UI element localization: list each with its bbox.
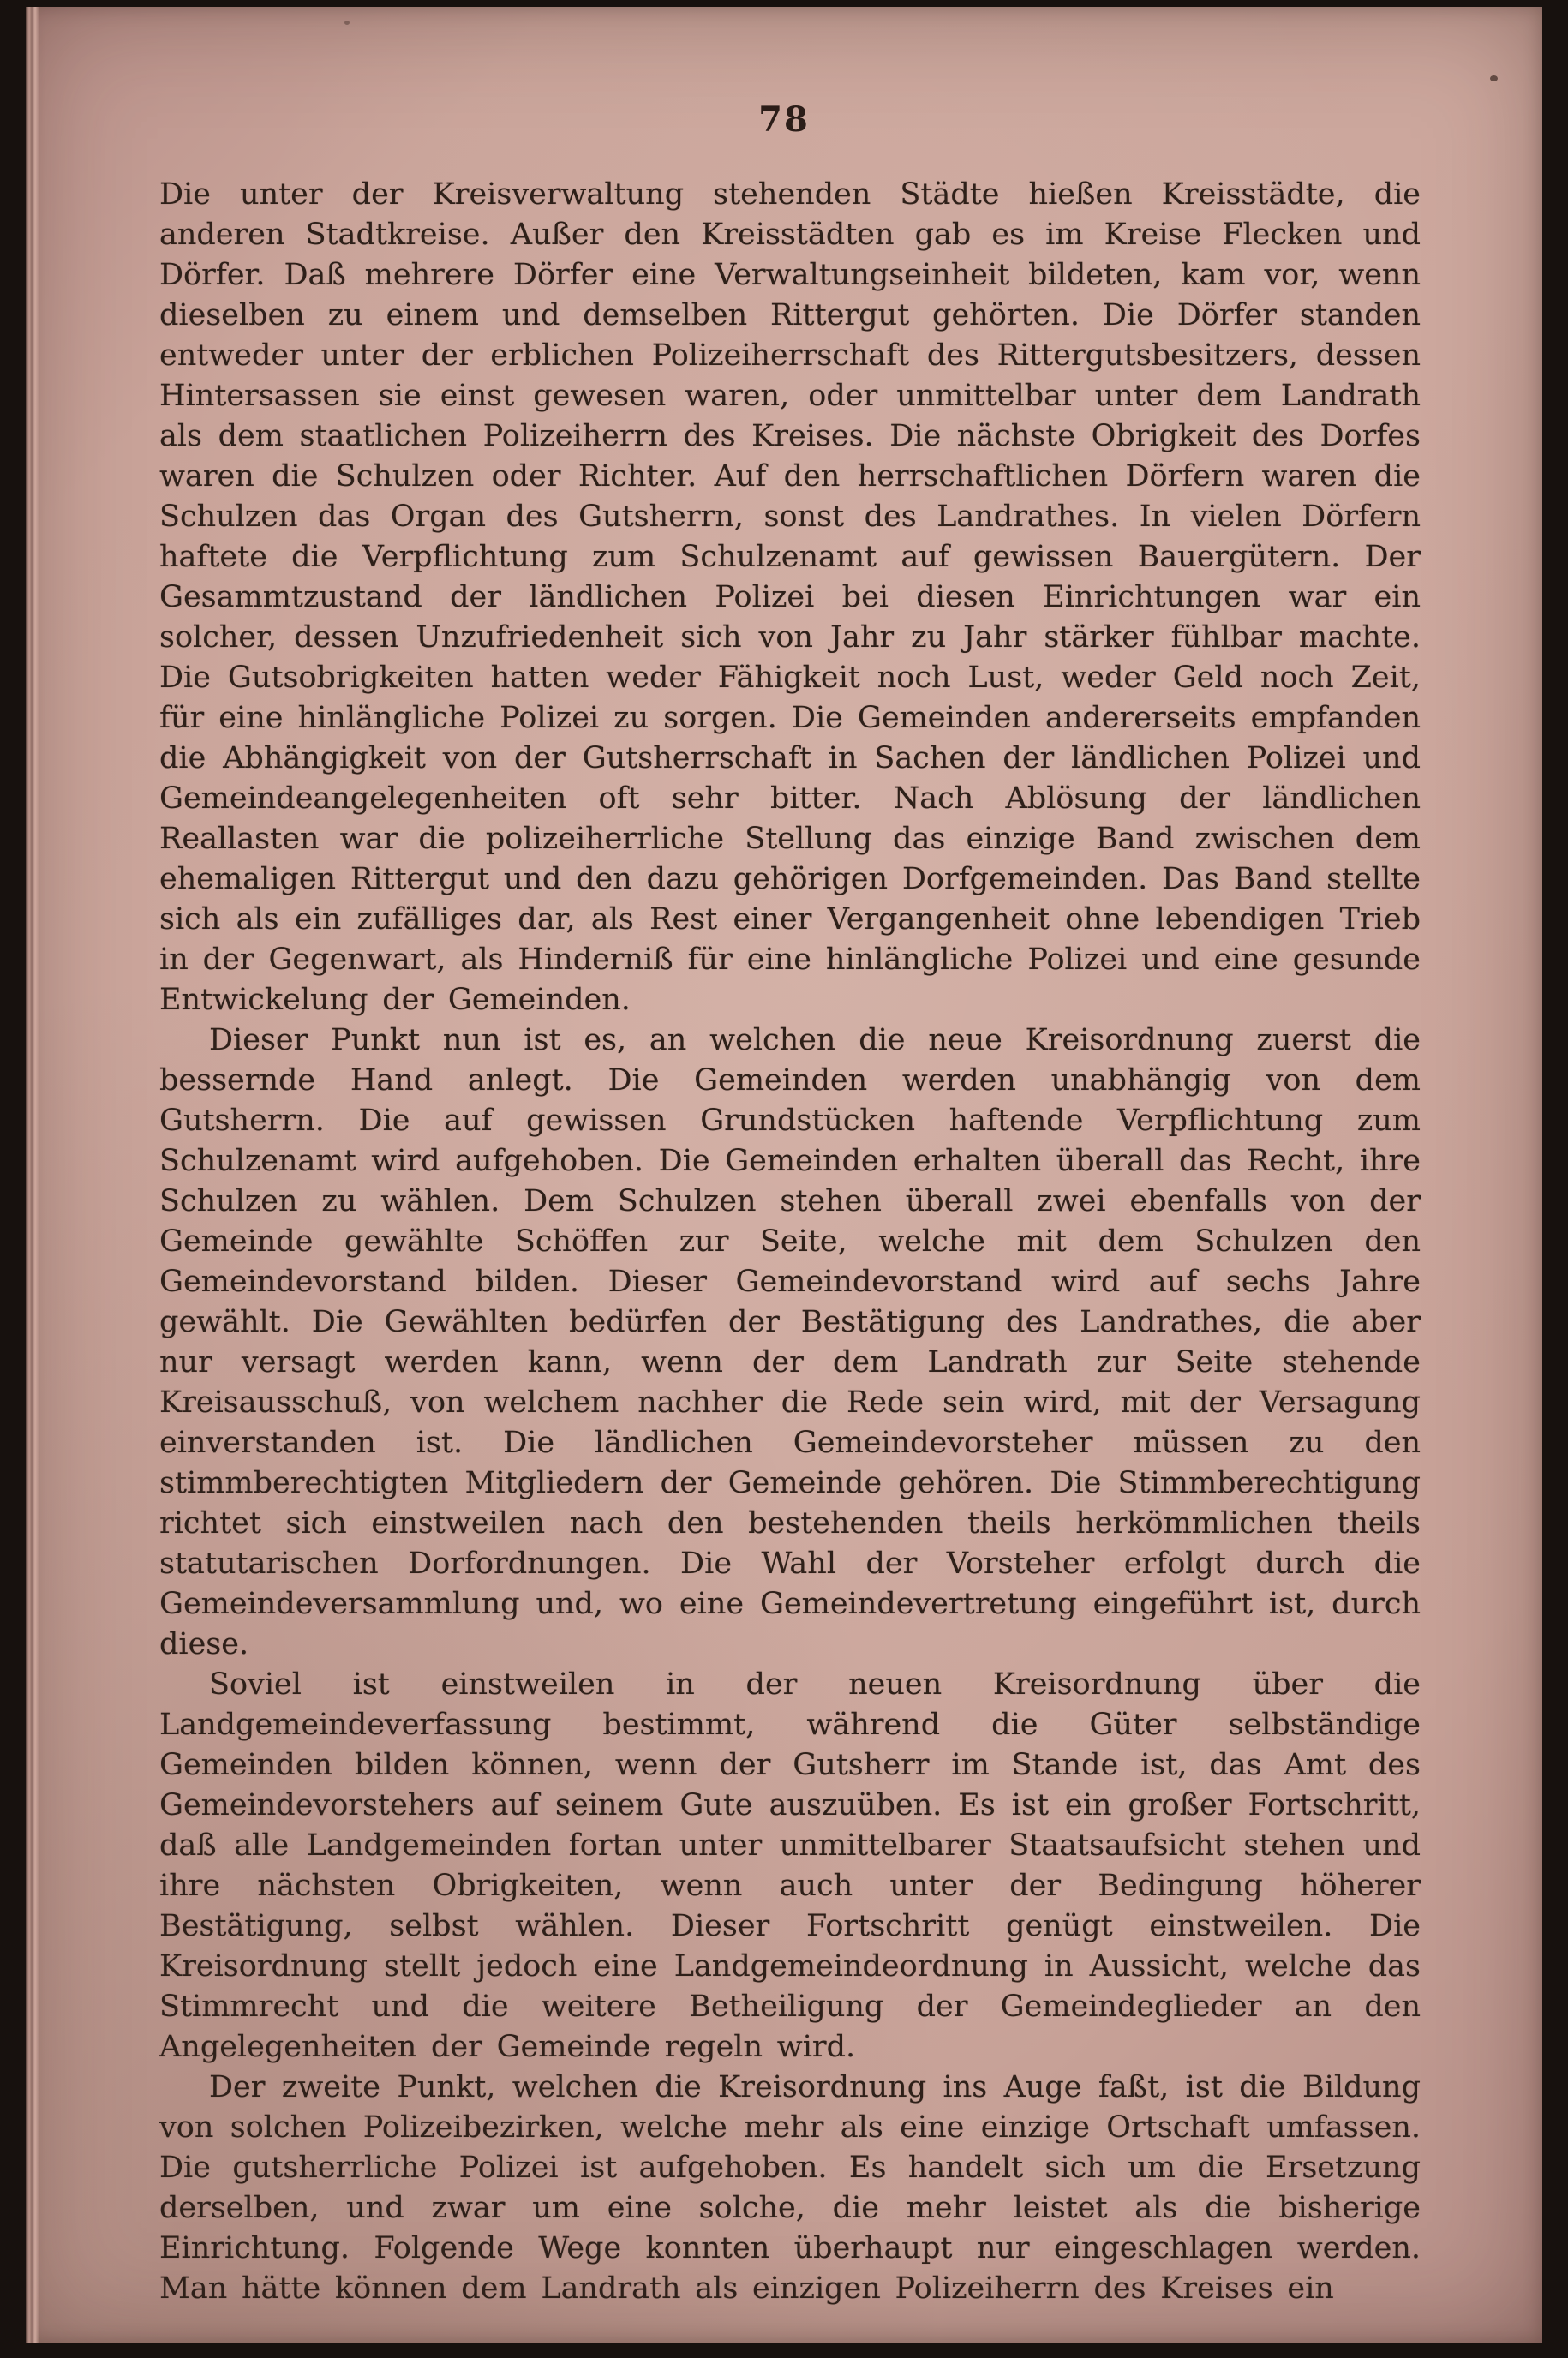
page-number: 78 — [758, 99, 810, 140]
page-stack-edge — [26, 7, 39, 2343]
ink-speck — [344, 21, 350, 25]
body-text — [159, 175, 1421, 2309]
ink-speck — [1490, 75, 1498, 81]
paragraph: Der zweite Punkt, welchen die Kreisordnung ins Auge faßt, ist die Bildung von solchen Polizeibezirken, welche mehr als eine einzige Ortschaft umfassen. Die gutsherrliche Polizei ist aufgehoben. Es handelt sich um die Ersetzung derselben, und zwar um eine solche, die mehr leistet als die bisherige Einrichtung. Folgende Wege konnten überhaupt nur eingeschlagen werden. Man hätte können dem Landrath als einzigen Polizeiherrn des Kreises ein — [159, 2070, 1421, 2306]
paragraph: Soviel ist einstweilen in der neuen Kreisordnung über die Landgemeindeverfassung bestimmt, während die Güter selbständige Gemeinden bilden können, wenn der Gutsherr im Stande ist, das Amt des Gemeindevorstehers auf seinem Gute auszuüben. Es ist ein großer Fortschritt, daß alle Landgemeinden fortan unter unmittelbarer Staatsaufsicht stehen und ihre nächsten Obrigkeiten, wenn auch unter der Bedingung höherer Bestätigung, selbst wählen. Dieser Fortschritt genügt einstweilen. Die Kreisordnung stellt jedoch eine Landgemeindeordnung in Aussicht, welche das Stimmrecht und die weitere Betheiligung der Gemeindeglieder an den Angelegenheiten der Gemeinde regeln wird. — [159, 1667, 1421, 2064]
paragraph: Die unter der Kreisverwaltung stehenden Städte hießen Kreisstädte, die anderen Stadtkreise. Außer den Kreisstädten gab es im Kreise Flecken und Dörfer. Daß mehrere Dörfer eine Verwaltungseinheit bildeten, kam vor, wenn dieselben zu einem und demselben Rittergut gehörten. Die Dörfer standen entweder unter der erblichen Polizeiherrschaft des Rittergutsbesitzers, dessen Hintersassen sie einst gewesen waren, oder unmittelbar unter dem Landrath als dem staatlichen Polizeiherrn des Kreises. Die nächste Obrigkeit des Dorfes waren die Schulzen oder Richter. Auf den herrschaftlichen Dörfern waren die Schulzen das Organ des Gutsherrn, sonst des Landrathes. In vielen Dörfern haftete die Verpflichtung zum Schulzenamt auf gewissen Bauergütern. Der Gesammtzustand der ländlichen Polizei bei diesen Einrichtungen war ein solcher, dessen Unzufriedenheit sich von Jahr zu Jahr stärker fühlbar machte. Die Gutsobrigkeiten hatten weder Fähigkeit noch Lust, weder Geld noch Zeit, für eine hinlängliche Polizei zu sorgen. Die Gemeinden andererseits empfanden die Abhängigkeit von der Gutsherrschaft in Sachen der ländlichen Polizei und Gemeindeangelegenheiten oft sehr bitter. Nach Ablösung der ländlichen Reallasten war die polizeiherrliche Stellung das einzige Band zwischen dem ehemaligen Rittergut und den dazu gehörigen Dorfgemeinden. Das Band stellte sich als ein zufälliges dar, als Rest einer Vergangenheit ohne lebendigen Trieb in der Gegenwart, als Hinderniß für eine hinlängliche Polizei und eine gesunde Entwickelung der Gemeinden. — [159, 177, 1421, 1017]
scanned-book-page — [26, 7, 1542, 2343]
paragraph: Dieser Punkt nun ist es, an welchen die neue Kreisordnung zuerst die bessernde Hand anlegt. Die Gemeinden werden unabhängig von dem Gutsherrn. Die auf gewissen Grundstücken haftende Verpflichtung zum Schulzenamt wird aufgehoben. Die Gemeinden erhalten überall das Recht, ihre Schulzen zu wählen. Dem Schulzen stehen überall zwei ebenfalls von der Gemeinde gewählte Schöffen zur Seite, welche mit dem Schulzen den Gemeindevorstand bilden. Dieser Gemeindevorstand wird auf sechs Jahre gewählt. Die Gewählten bedürfen der Bestätigung des Landrathes, die aber nur versagt werden kann, wenn der dem Landrath zur Seite stehende Kreisausschuß, von welchem nachher die Rede sein wird, mit der Versagung einverstanden ist. Die ländlichen Gemeindevorsteher müssen zu den stimmberechtigten Mitgliedern der Gemeinde gehören. Die Stimmberechtigung richtet sich einstweilen nach den bestehenden theils herkömmlichen theils statutarischen Dorfordnungen. Die Wahl der Vorsteher erfolgt durch die Gemeindeversammlung und, wo eine Gemeindevertretung eingeführt ist, durch diese. — [159, 1023, 1421, 1661]
